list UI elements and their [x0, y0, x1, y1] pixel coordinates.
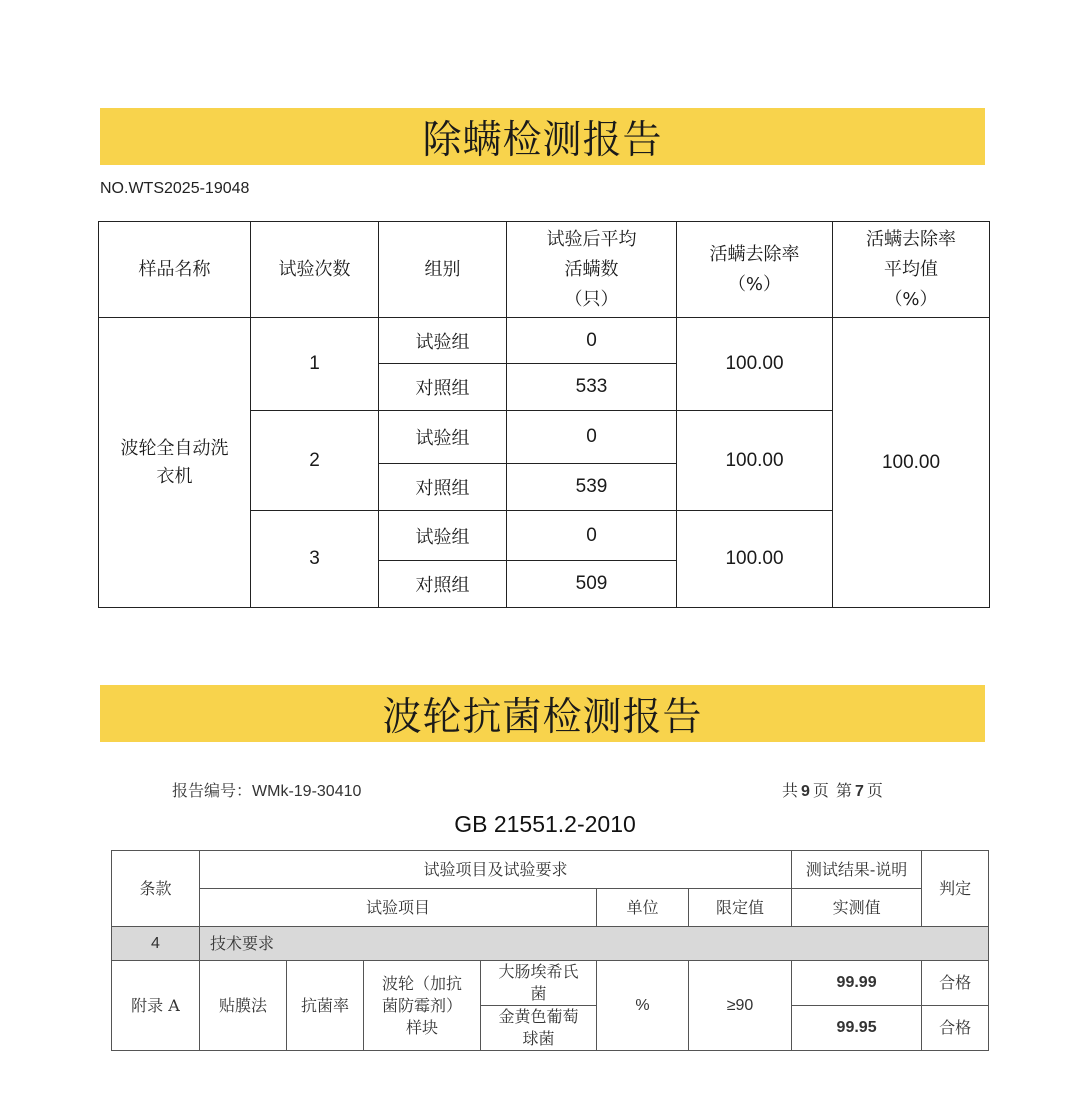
live-mites-value: 0 — [507, 511, 677, 561]
table-header-row — [112, 851, 989, 889]
report-number-label: 报告编号： — [172, 781, 253, 800]
sample-name-cell: 波轮全自动洗 衣机 — [99, 318, 251, 608]
table-header-row — [112, 889, 989, 927]
header-items-and-requirements: 试验项目及试验要求 — [200, 851, 792, 889]
unit-value: % — [597, 961, 689, 1051]
header-average-removal-rate: 活螨去除率 平均值 （%） — [833, 222, 990, 318]
current-page: 7 — [855, 783, 864, 800]
header-clause: 条款 — [112, 851, 200, 927]
header-limit: 限定值 — [689, 889, 792, 927]
header-measured: 实测值 — [792, 889, 922, 927]
header-removal-rate: 活螨去除率 （%） — [677, 222, 833, 318]
antibacterial-report-title: 波轮抗菌检测报告 — [382, 694, 703, 740]
test-method: 贴膜法 — [200, 961, 287, 1051]
group-label: 试验组 — [379, 411, 507, 464]
group-label: 对照组 — [379, 364, 507, 411]
live-mites-value: 0 — [507, 318, 677, 364]
removal-rate-value: 100.00 — [677, 318, 833, 411]
header-test-result: 测试结果-说明 — [792, 851, 922, 889]
section-row — [112, 927, 989, 961]
report-number-line — [172, 778, 361, 801]
trial-number: 2 — [251, 411, 379, 511]
table-header-row — [99, 222, 990, 318]
header-group: 组别 — [379, 222, 507, 318]
group-label: 对照组 — [379, 561, 507, 608]
group-label: 对照组 — [379, 464, 507, 511]
live-mites-value: 0 — [507, 411, 677, 464]
judgement-value: 合格 — [922, 1006, 989, 1051]
mite-removal-table — [98, 221, 990, 608]
antibacterial-table — [111, 850, 989, 1051]
header-judgement: 判定 — [922, 851, 989, 927]
mite-report-number: NO.WTS2025-19048 — [100, 180, 250, 197]
header-avg-live-mites: 试验后平均 活螨数 （只） — [507, 222, 677, 318]
table-row — [112, 961, 989, 1006]
appendix-clause: 附录 A — [112, 961, 200, 1051]
report-number: WMk-19-30410 — [252, 783, 362, 800]
table-row — [99, 318, 990, 364]
live-mites-value: 539 — [507, 464, 677, 511]
bacteria-name: 大肠埃希氏 菌 — [481, 961, 597, 1006]
section-clause: 4 — [112, 927, 200, 961]
live-mites-value: 533 — [507, 364, 677, 411]
test-property: 抗菌率 — [287, 961, 364, 1051]
measured-value: 99.99 — [792, 961, 922, 1006]
measured-value: 99.95 — [792, 1006, 922, 1051]
judgement-value: 合格 — [922, 961, 989, 1006]
mite-report-title: 除螨检测报告 — [422, 117, 663, 163]
header-sample-name: 样品名称 — [99, 222, 251, 318]
group-label: 试验组 — [379, 511, 507, 561]
removal-rate-value: 100.00 — [677, 411, 833, 511]
average-removal-rate-value: 100.00 — [833, 318, 990, 608]
live-mites-value: 509 — [507, 561, 677, 608]
mite-report-banner — [100, 108, 985, 165]
group-label: 试验组 — [379, 318, 507, 364]
standard-code: GB 21551.2-2010 — [454, 811, 636, 837]
header-trial-count: 试验次数 — [251, 222, 379, 318]
trial-number: 3 — [251, 511, 379, 608]
total-pages: 9 — [801, 783, 810, 800]
limit-value: ≥90 — [689, 961, 792, 1051]
antibacterial-report-banner — [100, 685, 985, 742]
test-sample: 波轮（加抗 菌防霉剂） 样块 — [364, 961, 481, 1051]
page-count: 共 9 页 第 7 页 — [782, 781, 883, 800]
bacteria-name: 金黄色葡萄 球菌 — [481, 1006, 597, 1051]
header-test-item: 试验项目 — [200, 889, 597, 927]
section-title: 技术要求 — [200, 927, 989, 961]
trial-number: 1 — [251, 318, 379, 411]
removal-rate-value: 100.00 — [677, 511, 833, 608]
header-unit: 单位 — [597, 889, 689, 927]
